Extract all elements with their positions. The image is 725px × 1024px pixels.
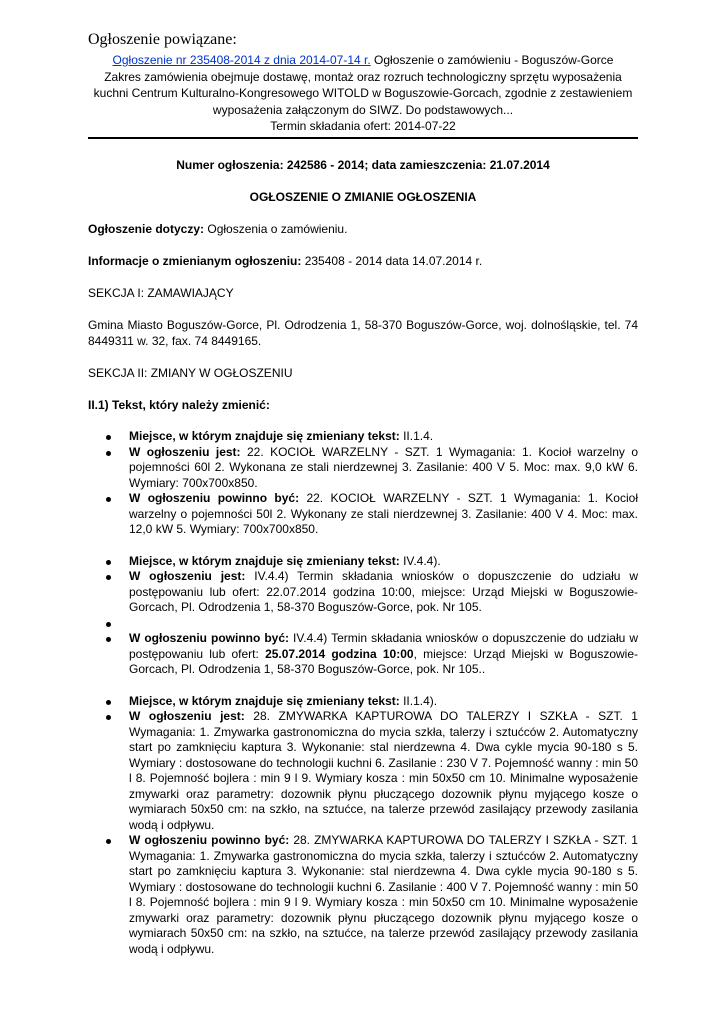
related-notice-title: Ogłoszenie powiązane: <box>88 31 237 48</box>
changed-notice-info-label: Informacje o zmienianym ogłoszeniu: <box>88 254 302 268</box>
bullet-icon <box>106 560 111 565</box>
contracting-authority-address: Gmina Miasto Boguszów-Gorce, Pl. Odrodzenia 1, 58-370 Boguszów-Gorce, woj. dolnośląskie, tel. 74 8449311 w. 32, fax. 74 8449165. <box>88 318 638 348</box>
notice-content <box>88 157 638 957</box>
list-item: W ogłoszeniu powinno być: IV.4.4) Termin składania wniosków o dopuszczenie do udziału w postępowaniu lub ofert: 25.07.2014 godzina 10:00, miejsce: Urząd Miejski w Boguszowie-Gorcach, Pl. Odrodzenia 1, 58-370 Boguszów-Gorce, pok. Nr 105.. <box>88 631 638 678</box>
list-item: Miejsce, w którym znajduje się zmieniany tekst: II.1.4. <box>88 429 638 445</box>
notice-concerns-label: Ogłoszenie dotyczy: <box>88 222 205 236</box>
list-item: W ogłoszeniu jest: 28. ZMYWARKA KAPTUROWA DO TALERZY I SZKŁA - SZT. 1 Wymagania: 1. Zmywarka gastronomiczna do mycia szkła, talerzy i sztućców 2. Automatyczny start po zamknięciu kaptura 3. Wykonanie: stal nierdzewna 4. Dwa cykle mycia 90-180 s 5. Wymiary : dostosowane do technologii kuchni 6. Zasilanie : 230 V 7. Pojemność wanny : min 50 l 8. Pojemność bojlera : min 9 l 9. Wymiary kosza : min 50x50 cm 10. Minimalne wyposażenie zmywarki oraz parametry: dozownik płynu płuczącego dozownik płynu myjącego kosze o wymiarach 50x50 cm: na szkło, na sztućce, na talerze przewód zasilający przewody zasilania wodą i odpływu. <box>88 709 638 833</box>
related-notice-deadline: Termin składania ofert: 2014-07-22 <box>270 119 456 133</box>
notice-number: Numer ogłoszenia: 242586 - 2014; data zamieszczenia: 21.07.2014 <box>176 158 550 172</box>
section-2-title: SEKCJA II: ZMIANY W OGŁOSZENIU <box>88 366 293 380</box>
list-item <box>88 616 638 632</box>
notice-concerns <box>88 221 638 237</box>
list-item: W ogłoszeniu powinno być: 22. KOCIOŁ WARZELNY - SZT. 1 Wymagania: 1. Kocioł warzelny o pojemności 50l 2. Wykonany ze stali nierdzewnej 3. Zasilanie: 400 V 4. Moc: max. 12,0 kW 5. Wymiary: 700x700x850. <box>88 491 638 538</box>
related-notice-line1 <box>88 52 638 69</box>
section-1-title: SEKCJA I: ZAMAWIAJĄCY <box>88 286 234 300</box>
section-2-subtitle: II.1) Tekst, który należy zmienić: <box>88 398 270 412</box>
bullet-icon <box>106 622 111 627</box>
bullet-icon <box>106 497 111 502</box>
changed-notice-info-value: 235408 - 2014 data 14.07.2014 r. <box>301 254 483 268</box>
notice-title: OGŁOSZENIE O ZMIANIE OGŁOSZENIA <box>249 190 477 204</box>
change-list-2 <box>88 554 638 678</box>
related-notice-description: Zakres zamówienia obejmuje dostawę, montaż oraz rozruch technologiczny sprzętu wyposażenia kuchni Centrum Kulturalno-Kongresowego WITOLD w Boguszowie-Gorcach, zgodnie z zestawieniem wyposażenia załączonym do SIWZ. Do podstawowych... <box>93 69 633 117</box>
related-notice-link[interactable]: Ogłoszenie nr 235408-2014 z dnia 2014-07-14 r. <box>112 53 371 67</box>
changed-notice-info <box>88 253 638 269</box>
related-notice-type: Ogłoszenie o zamówieniu - Boguszów-Gorce <box>370 53 614 67</box>
change-list-3 <box>88 694 638 958</box>
bullet-icon <box>106 839 111 844</box>
list-item: W ogłoszeniu jest: 22. KOCIOŁ WARZELNY - SZT. 1 Wymagania: 1. Kocioł warzelny o pojemności 60l 2. Wykonana ze stali nierdzewnej 3. Zasilanie: 400 V 5. Moc: max. 9,0 kW 6. Wymiary: 700x700x850. <box>88 445 638 492</box>
bullet-icon <box>106 435 111 440</box>
bullet-icon <box>106 700 111 705</box>
bullet-icon <box>106 715 111 720</box>
list-item: W ogłoszeniu powinno być: 28. ZMYWARKA KAPTUROWA DO TALERZY I SZKŁA - SZT. 1 Wymagania: 1. Zmywarka gastronomiczna do mycia szkła, talerzy i sztućców 2. Automatyczny start po zamknięciu kaptura 3. Wykonanie: stal nierdzewna 4. Dwa cykle mycia 90-180 s 5. Wymiary : dostosowane do technologii kuchni 6. Zasilanie : 400 V 7. Pojemność wanny : min 50 l 8. Pojemność bojlera : min 9 l 9. Wymiary kosza : min 50x50 cm 10. Minimalne wyposażenie zmywarki oraz parametry: dozownik płynu płuczącego dozownik płynu myjącego kosze o wymiarach 50x50 cm: na szkło, na sztućce, na talerze przewód zasilający przewody zasilania wodą i odpływu. <box>88 833 638 957</box>
notice-concerns-value: Ogłoszenia o zamówieniu. <box>204 222 348 236</box>
separator-line <box>88 137 638 139</box>
list-item: Miejsce, w którym znajduje się zmieniany tekst: IV.4.4). <box>88 554 638 570</box>
bullet-icon <box>106 451 111 456</box>
related-notice-box <box>88 52 638 135</box>
bullet-icon <box>106 637 111 642</box>
list-item: Miejsce, w którym znajduje się zmieniany tekst: II.1.4). <box>88 694 638 710</box>
list-item: W ogłoszeniu jest: IV.4.4) Termin składania wniosków o dopuszczenie do udziału w postępowaniu lub ofert: 22.07.2014 godzina 10:00, miejsce: Urząd Miejski w Boguszowie-Gorcach, Pl. Odrodzenia 1, 58-370 Boguszów-Gorce, pok. Nr 105. <box>88 569 638 616</box>
change-list-1 <box>88 429 638 538</box>
bullet-icon <box>106 575 111 580</box>
